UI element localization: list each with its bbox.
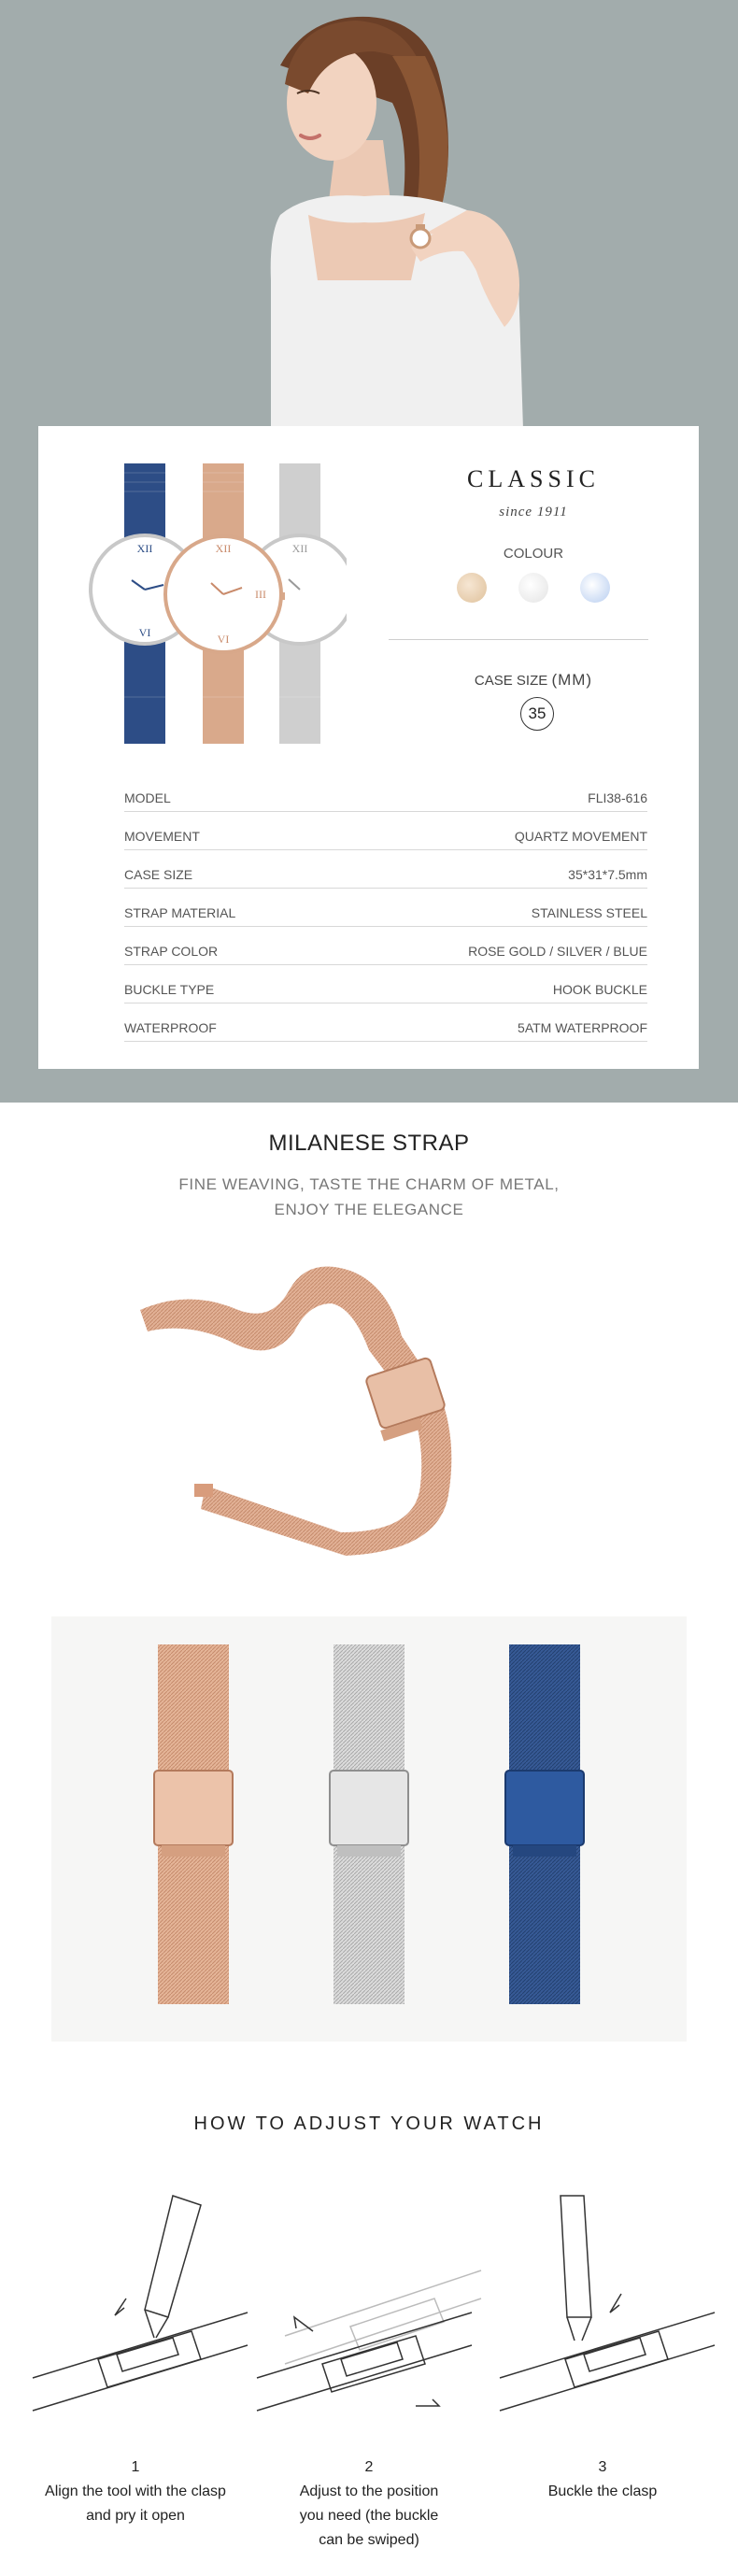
svg-text:VI: VI [138, 626, 151, 639]
spec-value: ROSE GOLD / SILVER / BLUE [468, 944, 647, 959]
colour-swatches [398, 573, 669, 603]
brand-title: CLASSIC [467, 465, 600, 492]
spec-key: BUCKLE TYPE [124, 982, 215, 997]
brand-subtitle: since 1911 [499, 505, 568, 519]
hero-section [0, 0, 738, 1103]
step-1-line-2: and pry it open [86, 2508, 185, 2524]
watch-trio-image [85, 463, 347, 744]
svg-text:XII: XII [136, 542, 153, 555]
milanese-subtitle-line-1: FINE WEAVING, TASTE THE CHARM OF METAL, [178, 1175, 560, 1193]
spec-row-case-size [124, 850, 647, 889]
milanese-subtitle [0, 1172, 738, 1222]
step-2-number: 2 [364, 2459, 374, 2475]
milanese-subtitle-line-2: ENJOY THE ELEGANCE [274, 1201, 464, 1218]
spec-value: STAINLESS STEEL [531, 905, 647, 920]
spec-card [38, 426, 699, 1069]
svg-text:XII: XII [215, 542, 232, 555]
svg-text:VI: VI [217, 633, 230, 646]
spec-row-strap-color [124, 927, 647, 965]
spec-value: 5ATM WATERPROOF [518, 1020, 647, 1035]
spec-key: STRAP MATERIAL [124, 905, 236, 920]
step-1-number: 1 [131, 2459, 140, 2475]
step-2-line-2: you need (the buckle [299, 2508, 439, 2524]
spec-value: FLI38-616 [588, 790, 647, 805]
spec-key: CASE SIZE [124, 867, 193, 882]
swatch-silver[interactable] [518, 573, 548, 603]
spec-value: 35*31*7.5mm [568, 867, 647, 882]
step-3-caption [481, 2455, 724, 2504]
step-3-illustration [481, 2177, 724, 2439]
milanese-title: MILANESE STRAP [268, 1131, 470, 1156]
case-size-badge: 35 [520, 697, 554, 731]
swatch-rose-gold[interactable] [457, 573, 487, 603]
spec-key: MODEL [124, 790, 171, 805]
spec-row-strap-material [124, 889, 647, 927]
svg-text:III: III [255, 588, 266, 601]
spec-row-movement [124, 812, 647, 850]
case-size-text: CASE SIZE [474, 673, 548, 689]
case-size-label [398, 671, 669, 690]
spec-value: HOOK BUCKLE [552, 982, 647, 997]
spec-value: QUARTZ MOVEMENT [514, 829, 647, 844]
step-2-line-3: can be swiped) [319, 2532, 419, 2548]
spec-key: STRAP COLOR [124, 944, 219, 959]
divider [389, 639, 648, 640]
step-2-caption [248, 2455, 490, 2553]
adjust-title: HOW TO ADJUST YOUR WATCH [193, 2113, 545, 2134]
spec-row-model [124, 774, 647, 812]
step-1-line-1: Align the tool with the clasp [45, 2483, 226, 2499]
step-2-line-1: Adjust to the position [299, 2483, 439, 2499]
step-2-illustration [248, 2177, 490, 2439]
spec-row-waterproof [124, 1003, 647, 1042]
spec-key: MOVEMENT [124, 829, 200, 844]
step-1-illustration [14, 2177, 257, 2439]
spec-key: WATERPROOF [124, 1020, 217, 1035]
swatch-blue[interactable] [580, 573, 610, 603]
spec-table [124, 774, 647, 1042]
milanese-strap-image [131, 1252, 504, 1579]
model-photo [0, 0, 738, 430]
case-size-unit: (MM) [551, 671, 593, 689]
svg-text:XII: XII [291, 542, 308, 555]
strap-colors-panel [51, 1616, 687, 2042]
three-straps-image [51, 1616, 687, 2042]
colour-label: COLOUR [503, 546, 564, 562]
step-3-number: 3 [598, 2459, 607, 2475]
spec-row-buckle-type [124, 965, 647, 1003]
step-1-caption [14, 2455, 257, 2528]
step-3-line-1: Buckle the clasp [547, 2483, 658, 2499]
